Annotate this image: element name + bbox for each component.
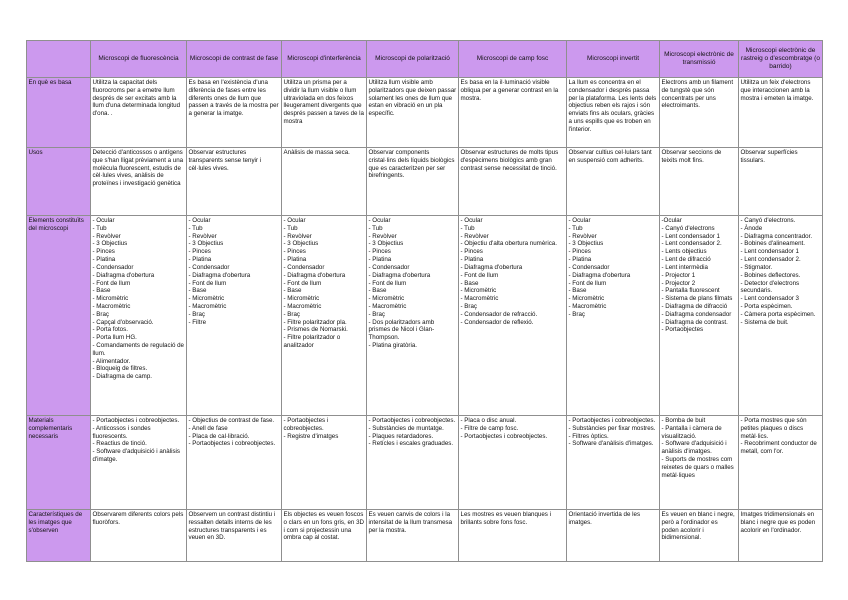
column-header: Microscopi de contrast de fase [187, 41, 282, 78]
cell-list [741, 217, 821, 326]
cell-list [662, 217, 737, 334]
table-row [27, 510, 823, 562]
list-item: - Software d'adquisició i anàlisis d'imatges. [661, 440, 727, 456]
list-item: - Software d'adquisició i anàlisis d'imatge. [92, 448, 181, 464]
cell-list [93, 217, 185, 381]
list-item: - Stigmator. [740, 263, 773, 271]
list-item: - Lent condensador 1 [740, 248, 799, 256]
list-item: - Capçal d'observació. [92, 318, 154, 326]
list-item: - Pinces [368, 248, 391, 256]
cell-list [93, 417, 185, 464]
table-cell: Els objectes es veuen foscos o clars en un fons gris, en 3D i com si projectessin una ombra cap al costat. [282, 510, 367, 562]
cell-list [741, 417, 821, 456]
list-item: - Braç [368, 310, 386, 318]
list-item: - Sistema de buit. [740, 318, 789, 326]
table-body [27, 78, 823, 562]
list-item: - Macromètric [568, 302, 607, 310]
table-cell [660, 416, 739, 510]
table-cell: Orientació invertida de les imatges. [567, 510, 660, 562]
list-item: - Portaobjectes i cobreobjectes. [188, 440, 276, 448]
list-item: - Micromètric [188, 295, 225, 303]
list-item: - Platina [368, 256, 392, 264]
list-item: - Ocular [283, 217, 306, 224]
list-item: - Filtres òptics. [568, 432, 609, 440]
list-item: - Registre d'imatges [283, 432, 339, 440]
list-item: - Font de llum [92, 279, 131, 287]
list-item: - Diafragma d'obertura [188, 271, 251, 279]
table-cell: Utilitza la capacitat dels fluorocroms per a emetre llum després de ser excitats amb la llum d'una determinada longitud d'ona. . [91, 78, 187, 148]
list-item: - Tub [368, 224, 383, 232]
list-item: - Substàncies de muntatge. [368, 424, 444, 432]
table-cell [739, 416, 823, 510]
list-item: - Micromètric [92, 295, 129, 303]
list-item: - Platina [568, 256, 592, 264]
list-item: - Diafragma d'obertura [283, 271, 346, 279]
row-header: Materials complementaris necessaris [27, 416, 91, 510]
list-item: - Font de llum [368, 279, 407, 287]
table-row [27, 416, 823, 510]
list-item: - Portaobjectes i cobreobjectes. [568, 417, 656, 424]
table-cell: Observem un contrast distintiu i ressalten detalls interns de les estructures transparents i es veuen en 3D. [187, 510, 282, 562]
list-item: - Canyó d'electrons [661, 224, 715, 232]
list-item: - Càmera porta espècimen. [740, 310, 816, 318]
column-header: Microscopi invertit [567, 41, 660, 78]
list-item: - Dos polaritzadors amb prismes de Nicol i Glan-Thompson. [368, 318, 435, 342]
table-cell: Observar estructures de molts tipus d'espècimens biològics amb gran contrast sense necessitat de tinció. [459, 148, 567, 216]
column-header: Microscopi de fluorescència [91, 41, 187, 78]
list-item: - Diafragma concentrador. [740, 232, 813, 240]
cell-list [284, 217, 365, 350]
list-item: - 3 Objectius [568, 240, 604, 248]
list-item: - Ocular [368, 217, 391, 224]
cell-list [569, 217, 658, 319]
list-item: - Revòlver [568, 232, 597, 240]
list-item: - Condensador [283, 263, 325, 271]
list-item: - Ocular [188, 217, 211, 224]
row-header: En què es basa [27, 78, 91, 148]
list-item: - Objectiu d'alta obertura numèrica. [460, 240, 557, 248]
list-item: - Font de llum [460, 271, 499, 279]
list-item: - Bloqueig de filtres. [92, 365, 148, 373]
list-item: - Macromètric [188, 302, 227, 310]
list-item: - Ànode [740, 224, 763, 232]
list-item: - 3 Objectius [283, 240, 319, 248]
list-item: - Comandaments de regulació de llum. [92, 342, 184, 357]
list-item: - Base [92, 287, 111, 295]
list-item: - Lent condensador 3 [740, 295, 799, 303]
cell-list [189, 417, 280, 448]
list-item: - Platina [460, 256, 484, 264]
row-header: Usos [27, 148, 91, 216]
list-item: - Lent intermèdia [661, 263, 708, 271]
table-cell [187, 216, 282, 416]
list-item: - Lent condensador 2. [661, 240, 722, 248]
list-item: - Lent condensador 2. [740, 256, 801, 264]
list-item: - Tub [283, 224, 298, 232]
page-footer [820, 590, 824, 594]
column-header: Microscopi d'interferència [282, 41, 367, 78]
column-header: Microscopi de polarització [367, 41, 459, 78]
list-item: - Tub [188, 224, 203, 232]
list-item: - Condensador [568, 263, 610, 271]
list-item: - Macromètric [283, 302, 322, 310]
cell-list [461, 417, 565, 440]
table-cell: Imatges tridimensionals en blanc i negre que es poden acolorir en l'ordinador. [739, 510, 823, 562]
table-cell [660, 216, 739, 416]
cell-list [369, 217, 457, 350]
list-item: - Tub [568, 224, 583, 232]
table-row [27, 216, 823, 416]
row-header: Elements constituïts del microscopi [27, 216, 91, 416]
list-item: - Placa de cal·libració. [188, 432, 250, 440]
cell-list [662, 417, 737, 480]
list-item: - Micromètric [460, 287, 497, 295]
list-item: - Pinces [460, 248, 483, 256]
table-cell: Utilitza un prisma per a dividir la llum visible o llum ultraviolada en dos feixos lleugerament divergents que després passen a taves de la mostra [282, 78, 367, 148]
list-item: - Macromètric [368, 302, 407, 310]
list-item: - Pinces [92, 248, 115, 256]
table-cell [567, 416, 660, 510]
list-item: - Reactius de tinció. [92, 440, 147, 448]
list-item: - Base [460, 279, 479, 287]
list-item: - Sistema de plans filmats [661, 295, 733, 303]
list-item: - Porta fotos. [92, 326, 128, 334]
list-item: - 3 Objectius [188, 240, 224, 248]
list-item: - Diafragma de difracció [661, 302, 728, 310]
list-item: - Alimentador. [92, 357, 131, 365]
list-item: - Condensador de reflexió. [460, 318, 534, 326]
list-item: - Micromètric [568, 295, 605, 303]
column-header: Microscopi de camp fosc [459, 41, 567, 78]
table-cell: Observar superfícies tissulars. [739, 148, 823, 216]
comparison-table [26, 40, 823, 562]
list-item: - Tub [460, 224, 475, 232]
cell-list [461, 217, 565, 326]
table-row [27, 78, 823, 148]
list-item: - Braç [568, 310, 586, 318]
list-item: - Base [368, 287, 387, 295]
list-item: - Portaobjectes i cobreobjectes. [92, 417, 180, 424]
table-row [27, 148, 823, 216]
list-item: - Pinces [283, 248, 306, 256]
table-cell [367, 416, 459, 510]
table-cell [282, 216, 367, 416]
list-item: - Font de llum [188, 279, 227, 287]
table-cell: Es basa en l'existència d'una diferència de fases entre les diferents ones de llum que passen a través de la mostra per a generar la imatge. [187, 78, 282, 148]
list-item: - Detector d'electrons secundaris. [740, 279, 800, 295]
table-cell [367, 216, 459, 416]
row-header: Característiques de les imatges que s'observen [27, 510, 91, 562]
list-item: - Filtre polaritzador o analitzador [283, 334, 341, 349]
list-item: - Bobines deflectores. [740, 271, 801, 279]
cell-list [284, 417, 365, 440]
cell-list [189, 217, 280, 326]
list-item: - Pinces [568, 248, 591, 256]
table-cell [567, 216, 660, 416]
list-item: - Projector 2 [661, 279, 696, 287]
list-item: - Substàncies per fixar mostres. [568, 424, 656, 432]
list-item: - Porta mostres que són petites plaques o discs metàl·lics. [740, 417, 807, 440]
list-item: - Revòlver [92, 232, 121, 240]
list-item: - Braç [92, 310, 110, 318]
list-item: - Braç [460, 302, 478, 310]
list-item: - Diafragma condensador [661, 310, 732, 318]
list-item: - Pantalla fluorescent [661, 287, 720, 295]
list-item: - Canyó d'electrons. [740, 217, 796, 224]
list-item: - Font de llum [568, 279, 607, 287]
list-item: - Diafragma d'obertura [568, 271, 631, 279]
table-cell: Electrons amb un filament de tungstè que són concentrats per uns electroimants. [660, 78, 739, 148]
table-cell: Utilitza llum visible amb polaritzadors que deixen passar solament les ones de llum que estan en vibració en un pla específic. [367, 78, 459, 148]
table-cell: Es veuen canvis de colors i la intensitat de la llum transmesa per la mostra. [367, 510, 459, 562]
list-item: - Revòlver [368, 232, 397, 240]
cell-list [369, 417, 457, 448]
table-cell: Observar cultius cel·lulars tant en suspensió com adherits. [567, 148, 660, 216]
list-item: - Portaobjectes [661, 326, 704, 334]
list-item: - Filtre de camp fosc. [460, 424, 519, 432]
list-item: - Retícles i escales graduades. [368, 440, 454, 448]
table-cell: Anàlisis de massa seca. [282, 148, 367, 216]
list-item: - Base [283, 287, 302, 295]
list-item: - Recobriment conductor de metall, com l'or. [740, 440, 817, 456]
cell-list [569, 417, 658, 448]
list-item: - Diafragma d'obertura [460, 263, 523, 271]
list-item: - Pinces [188, 248, 211, 256]
list-item: - Pantalla i càmera de visualització. [661, 424, 722, 440]
list-item: - Bobines d'alineament. [740, 240, 805, 248]
list-item: - Condensador de refracció. [460, 310, 538, 318]
list-item: - Portaobjectes i cobreobjectes. [368, 417, 456, 424]
table-cell: Les mostres es veuen blanques i brillants sobre fons fosc. [459, 510, 567, 562]
list-item: - Plaques retardadores. [368, 432, 434, 440]
list-item: - Placa o disc anual. [460, 417, 517, 424]
table-cell [459, 216, 567, 416]
list-item: - Diafragma d'obertura [368, 271, 431, 279]
list-item: - Micromètric [368, 295, 405, 303]
list-item: - Objectius de contrast de fase. [188, 417, 275, 424]
list-item: - Ocular [568, 217, 591, 224]
table-cell: Es veuen en blanc i negre, però a l'ordinador es poden acolorir i bidimensional. [660, 510, 739, 562]
list-item: - Bomba de buit [661, 417, 706, 424]
header-row [27, 41, 823, 78]
list-item: - Ocular [460, 217, 483, 224]
list-item: -Ocular [661, 217, 682, 224]
list-item: - Filtre polaritzador pla. [283, 318, 347, 326]
list-item: - Porta espècimen. [740, 302, 793, 310]
list-item: - Micromètric [283, 295, 320, 303]
list-item: - Lents objectius [661, 248, 707, 256]
list-item: - Platina [283, 256, 307, 264]
list-item: - Macromètric [460, 295, 499, 303]
corner-cell [27, 41, 91, 78]
table-cell: Observar seccions de teixits molt fins. [660, 148, 739, 216]
table-cell: Observar estructures transparents sense tenyir i cèl·lules vives. [187, 148, 282, 216]
list-item: - Suports de mostres com reixetes de quars o malles metàl·liques [661, 456, 734, 479]
table-cell [91, 416, 187, 510]
table-cell [282, 416, 367, 510]
list-item: - Base [188, 287, 207, 295]
list-item: - Braç [283, 310, 301, 318]
list-item: - Platina [92, 256, 116, 264]
table-cell: Es basa en la il·luminació visible obliqua per a generar contrast en la mostra. [459, 78, 567, 148]
column-header: Microscopi electrònic de transmissió [660, 41, 739, 78]
list-item: - Software d'anàlisis d'imatges. [568, 440, 654, 448]
list-item: - Font de llum [283, 279, 322, 287]
list-item: - Portaobjectes i cobreobjectes. [283, 417, 329, 432]
table-cell: Observar components cristal·lins dels líquids biològics que es caracteritzen per ser birefringents. [367, 148, 459, 216]
table-cell [187, 416, 282, 510]
table-cell: Detecció d'anticossos o antígens que s'han lligat prèviament a una molècula fluorescent, estudis de cèl·lules vives, anàlisis de proteïnes i investigació genètica [91, 148, 187, 216]
list-item: - Anticossos i sondes fluorescents. [92, 424, 151, 440]
list-item: - Filtre [188, 318, 207, 326]
list-item: - Diafragma de contrast. [661, 318, 728, 326]
list-item: - Ocular [92, 217, 115, 224]
list-item: - Condensador [92, 263, 134, 271]
list-item: - Platina [188, 256, 212, 264]
list-item: - Macromètric [92, 302, 131, 310]
list-item: - Revòlver [283, 232, 312, 240]
list-item: - Prismes de Nomarski. [283, 326, 348, 334]
list-item: - 3 Objectius [92, 240, 128, 248]
list-item: - Porta llum HG. [92, 334, 137, 342]
list-item: - Platina giratòria. [368, 342, 417, 349]
column-header: Microscopi electrònic de rastreig o d'escombratge (o barrido) [739, 41, 823, 78]
list-item: - Condensador [188, 263, 230, 271]
list-item: - Lent de difracció [661, 256, 711, 264]
list-item: - Braç [188, 310, 206, 318]
table-cell [459, 416, 567, 510]
table-cell: La llum es concentra en el condensador i després passa per la plataforma. Les lents dels objectius reben els rajos i són enviats fins als oculars, gràcies a uns espills que es troben en l'interior. [567, 78, 660, 148]
list-item: - 3 Objectius [368, 240, 404, 248]
list-item: - Tub [92, 224, 107, 232]
list-item: - Diafragma d'obertura [92, 271, 155, 279]
list-item: - Base [568, 287, 587, 295]
list-item: - Portaobjectes i cobreobjectes. [460, 432, 548, 440]
list-item: - Condensador [368, 263, 410, 271]
list-item: - Projector 1 [661, 271, 696, 279]
table-cell: Utilitza un feix d'electrons que interaccionen amb la mostra i emeten la imatge. [739, 78, 823, 148]
table-cell [739, 216, 823, 416]
list-item: - Diafragma de camp. [92, 373, 152, 381]
list-item: - Revòlver [188, 232, 217, 240]
list-item: - Revòlver [460, 232, 489, 240]
list-item: - Lent condensador 1 [661, 232, 720, 240]
table-cell: Observarem diferents colors pels fluoròfors. [91, 510, 187, 562]
list-item: - Anell de fase [188, 424, 228, 432]
table-cell [91, 216, 187, 416]
